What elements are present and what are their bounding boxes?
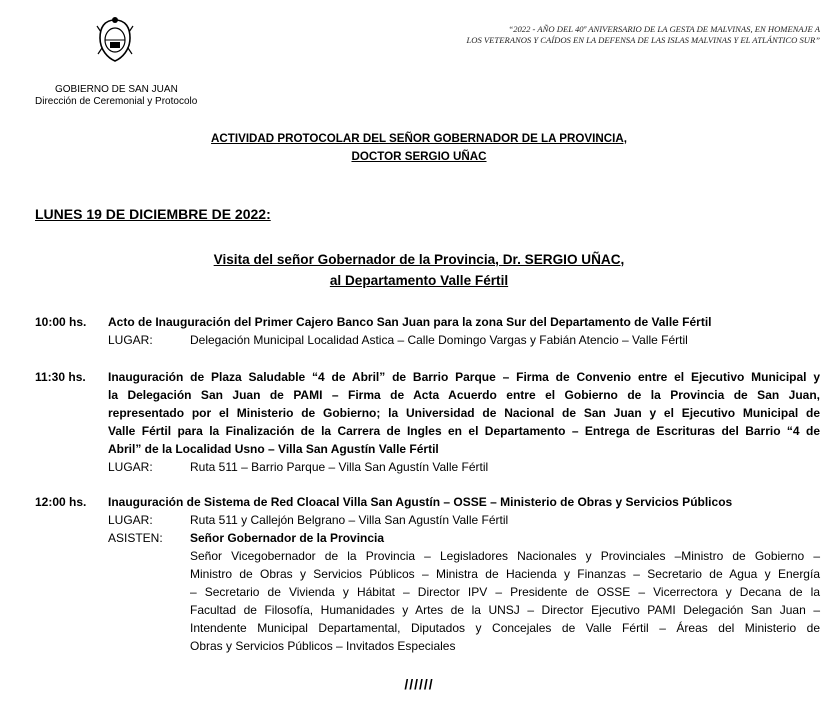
event-attendees-label: ASISTEN:: [108, 531, 163, 545]
department-name: Dirección de Ceremonial y Protocolo: [35, 96, 198, 107]
event-title-line: la Delegación San Juan de PAMI – Firma de Acta Acuerdo entre el Gobierno de la Provincia de San Juan,: [108, 388, 820, 402]
visit-heading-line-2: al Departamento Valle Fértil: [329, 273, 509, 288]
event-time: 12:00 hs.: [35, 495, 87, 509]
event-time: 10:00 hs.: [35, 315, 87, 329]
coat-of-arms-seal: [96, 14, 134, 64]
attendees-line: Facultad de Filosofía, Humanidades y Artes de la UNSJ – Director Ejecutivo PAMI Delegación San Juan –: [190, 603, 820, 617]
attendees-line: Intendente Municipal Departamental, Diputados y Concejales de Valle Fértil – Áreas del Ministerio de: [190, 621, 820, 635]
event-title-line: Valle Fértil para la Finalización de la Carrera de Ingles en el Departamento – Entrega de Escrituras del Barrio “4 de: [108, 424, 820, 438]
visit-heading-line-1: Visita del señor Gobernador de la Provincia, Dr. SERGIO UÑAC,: [213, 252, 625, 267]
attendees-line: – Secretario de Vivienda y Hábitat – Director IPV – Presidente de OSSE – Vicerrectora y Decana de la: [190, 585, 820, 599]
event-location: Delegación Municipal Localidad Astica – Calle Domingo Vargas y Fabián Atencio – Valle Fértil: [190, 333, 688, 347]
attendees-line: Obras y Servicios Públicos – Invitados Especiales: [190, 639, 456, 653]
attendees-line: Señor Vicegobernador de la Provincia – Legisladores Nacionales y Provinciales –Ministro de Gobierno –: [190, 549, 820, 563]
document-title-line-1: ACTIVIDAD PROTOCOLAR DEL SEÑOR GOBERNADOR DE LA PROVINCIA,: [211, 132, 627, 145]
event-location: Ruta 511 – Barrio Parque – Villa San Agustín Valle Fértil: [190, 460, 489, 474]
end-mark: //////: [404, 676, 434, 692]
event-location-label: LUGAR:: [108, 333, 153, 347]
document-title-line-2: DOCTOR SERGIO UÑAC: [351, 150, 487, 163]
motto-line-1: “2022 - AÑO DEL 40º ANIVERSARIO DE LA GESTA DE MALVINAS, EN HOMENAJE A: [508, 24, 820, 34]
event-attendees-head: Señor Gobernador de la Provincia: [190, 531, 385, 545]
event-title: Acto de Inauguración del Primer Cajero Banco San Juan para la zona Sur del Departamento de Valle Fértil: [108, 315, 712, 329]
event-title-line: Abril” de la Localidad Usno – Villa San Agustín Valle Fértil: [108, 442, 439, 456]
event-time: 11:30 hs.: [35, 370, 86, 384]
event-title: Inauguración de Sistema de Red Cloacal Villa San Agustín – OSSE – Ministerio de Obras y Servicios Públicos: [108, 495, 733, 509]
government-block: [35, 84, 197, 108]
event-location-label: LUGAR:: [108, 513, 153, 527]
event-title-line: Inauguración de Plaza Saludable “4 de Abril” de Barrio Parque – Firma de Convenio entre el Ejecutivo Municipal y: [108, 370, 820, 384]
attendees-line: Ministro de Obras y Servicios Públicos – Ministra de Hacienda y Finanzas – Secretario de Agua y Energía: [190, 567, 820, 581]
motto-line-2: LOS VETERANOS Y CAÍDOS EN LA DEFENSA DE LAS ISLAS MALVINAS Y EL ATLÁNTICO SUR”: [466, 35, 820, 45]
government-name: GOBIERNO DE SAN JUAN: [55, 84, 178, 95]
year-motto: [400, 24, 820, 46]
event-location-label: LUGAR:: [108, 460, 153, 474]
event-location: Ruta 511 y Callejón Belgrano – Villa San Agustín Valle Fértil: [190, 513, 509, 527]
schedule-date: LUNES 19 DE DICIEMBRE DE 2022:: [35, 206, 271, 222]
event-title-line: representado por el Ministerio de Gobierno; la Universidad de Nacional de San Juan y el Ejecutivo Municipal de: [108, 406, 820, 420]
